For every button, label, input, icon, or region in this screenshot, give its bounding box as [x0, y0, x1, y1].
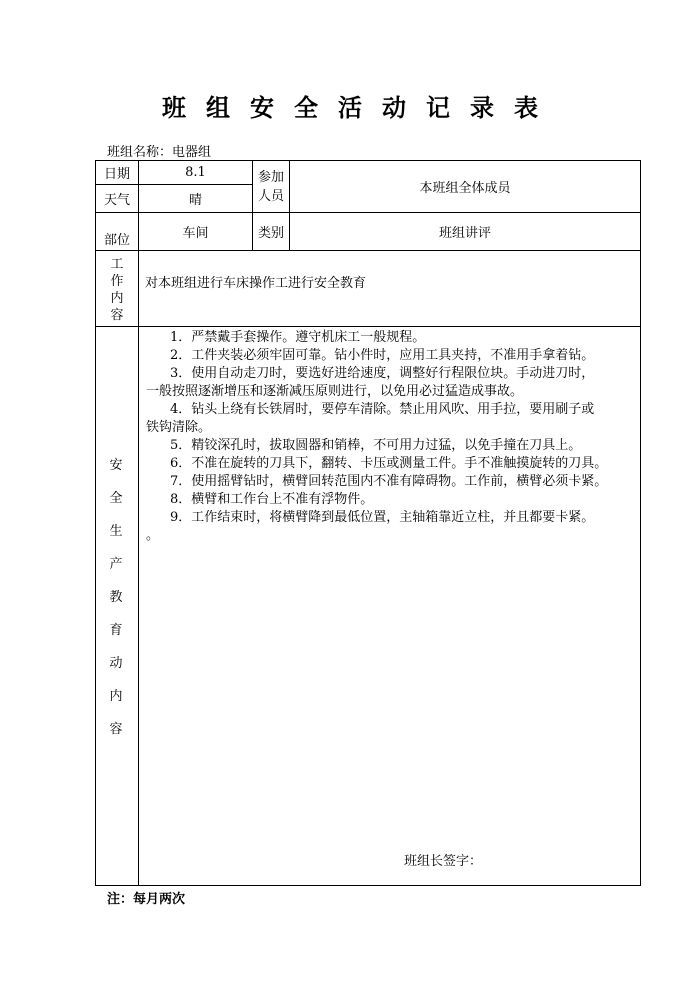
page-title: 班组安全活动记录表 — [162, 93, 558, 122]
date-value: 8.1 — [185, 165, 206, 180]
category-value: 班组讲评 — [438, 226, 491, 241]
safety-item: 3．使用自动走刀时，要选好进给速度，调整好行程限位块。手动进刀时， — [170, 366, 595, 381]
safety-content-text — [146, 329, 638, 545]
safety-item: 9．工作结束时，将横臂降到最低位置，主轴箱靠近立柱，并且都要卡紧。 — [170, 510, 595, 525]
work-content-label: 工 作 内 容 — [110, 257, 124, 323]
participants-label-line2: 人员 — [257, 188, 284, 204]
work-content-value: 对本班组进行车床操作工进行安全教育 — [145, 276, 367, 291]
leader-signature-label: 班组长签字： — [404, 854, 483, 869]
safety-item: 8．横臂和工作台上不准有浮物件。 — [170, 492, 374, 507]
safety-item: 一般按照逐渐增压和逐渐减压原则进行，以免用必过猛造成事故。 — [146, 384, 524, 399]
participants-label — [253, 161, 289, 212]
safety-item: 2．工件夹装必须牢固可靠。钻小件时，应用工具夹持，不准用手拿着钻。 — [170, 348, 595, 363]
safety-item: 5．精铰深孔时，拔取圆器和销棒，不可用力过猛，以免手撞在刀具上。 — [170, 438, 582, 453]
date-label: 日期 — [103, 167, 130, 182]
safety-item: 1．严禁戴手套操作。遵守机床工一般规程。 — [170, 330, 426, 345]
safety-item: 。 — [146, 528, 160, 543]
location-label: 部位 — [103, 232, 130, 248]
category-label: 类别 — [257, 226, 284, 241]
safety-item: 7．使用摇臂钻时，横臂回转范围内不准有障碍物。工作前，横臂必须卡紧。 — [170, 474, 608, 489]
participants-value: 本班组全体成员 — [419, 181, 511, 196]
location-value: 车间 — [182, 226, 209, 241]
safety-item: 4．钻头上绕有长铁屑时，要停车清除。禁止用风吹、用手拉，要用刷子或 — [170, 402, 595, 417]
team-name: 班组名称：电器组 — [107, 145, 212, 160]
safety-item: 6．不准在旋转的刀具下，翻转、卡压或测量工件。手不准触摸旋转的刀具。 — [170, 456, 608, 471]
weather-label: 天气 — [103, 193, 130, 208]
weather-value: 晴 — [188, 193, 202, 208]
participants-label-line1: 参加 — [257, 169, 284, 185]
footnote: 注：每月两次 — [107, 892, 186, 907]
safety-content-label: 安 全 生 产 教 育 动 内 容 — [109, 458, 123, 737]
safety-item: 铁钩清除。 — [146, 420, 212, 435]
